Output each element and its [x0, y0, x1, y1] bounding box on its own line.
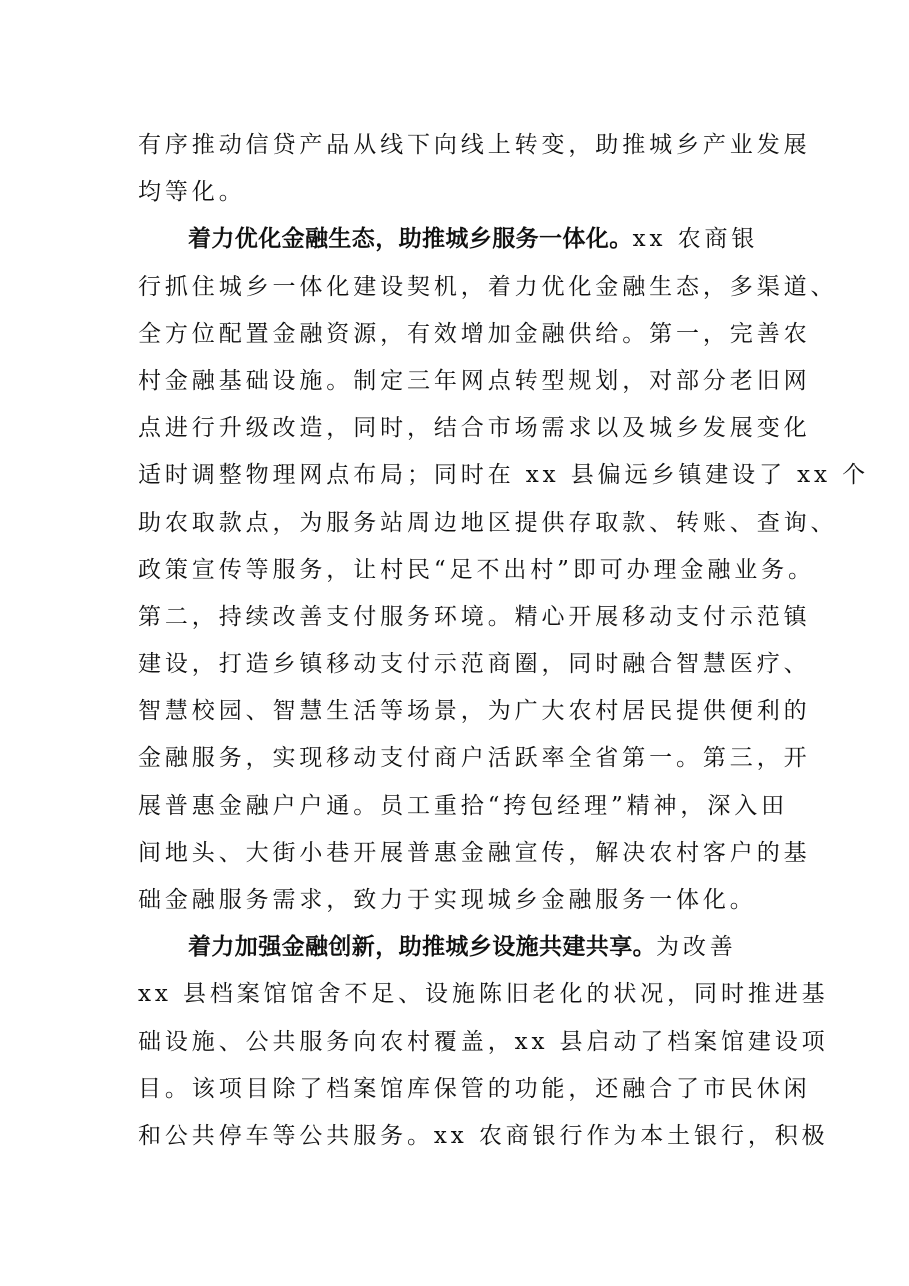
paragraph-heading: 着力优化金融生态，助推城乡服务一体化。 [188, 226, 633, 253]
paragraph-line: 第二，持续改善支付服务环境。精心开展移动支付示范镇 [138, 603, 811, 630]
paragraph-line [138, 924, 778, 971]
paragraph-line: 均等化。 [138, 179, 246, 206]
paragraph-line: 全方位配置金融资源，有效增加金融供给。第一，完善农 [138, 320, 811, 347]
document-body [138, 122, 870, 1160]
paragraph-text: 为改善 [656, 934, 737, 961]
paragraph-line: 间地头、大街小巷开展普惠金融宣传，解决农村客户的基 [138, 839, 811, 866]
paragraph-line: 础金融服务需求，致力于实现城乡金融服务一体化。 [138, 887, 757, 913]
paragraph-line: 助农取款点，为服务站周边地区提供存取款、转账、查询、 [138, 509, 838, 536]
paragraph-line: 适时调整物理网点布局；同时在 xx 县偏远乡镇建设了 xx 个 [138, 462, 870, 489]
paragraph-line: 点进行升级改造，同时，结合市场需求以及城乡发展变化 [138, 415, 811, 442]
paragraph-line: 村金融基础设施。制定三年网点转型规划，对部分老旧网 [138, 367, 811, 394]
paragraph-line: 政策宣传等服务，让村民“足不出村”即可办理金融业务。 [138, 556, 815, 583]
paragraph-line: 目。该项目除了档案馆库保管的功能，还融合了市民休闲 [138, 1075, 811, 1102]
paragraph-line: 有序推动信贷产品从线下向线上转变，助推城乡产业发展 [138, 132, 811, 158]
paragraph-line: 智慧校园、智慧生活等场景，为广大农村居民提供便利的 [138, 698, 811, 725]
paragraph-line: xx 县档案馆馆舍不足、设施陈旧老化的状况，同时推进基 [138, 981, 829, 1008]
paragraph-text: xx 农商银 [632, 226, 759, 253]
paragraph-line [138, 216, 778, 263]
paragraph-line: 金融服务，实现移动支付商户活跃率全省第一。第三，开 [138, 745, 811, 772]
paragraph-heading: 着力加强金融创新，助推城乡设施共建共享。 [188, 934, 656, 961]
paragraph-line: 础设施、公共服务向农村覆盖，xx 县启动了档案馆建设项 [138, 1028, 829, 1055]
paragraph-line: 行抓住城乡一体化建设契机，着力优化金融生态，多渠道、 [138, 273, 838, 300]
paragraph-line: 和公共停车等公共服务。xx 农商银行作为本土银行，积极 [138, 1122, 829, 1149]
paragraph-line: 展普惠金融户户通。员工重拾“挎包经理”精神，深入田 [138, 792, 789, 819]
paragraph-line: 建设，打造乡镇移动支付示范商圈，同时融合智慧医疗、 [138, 651, 811, 678]
